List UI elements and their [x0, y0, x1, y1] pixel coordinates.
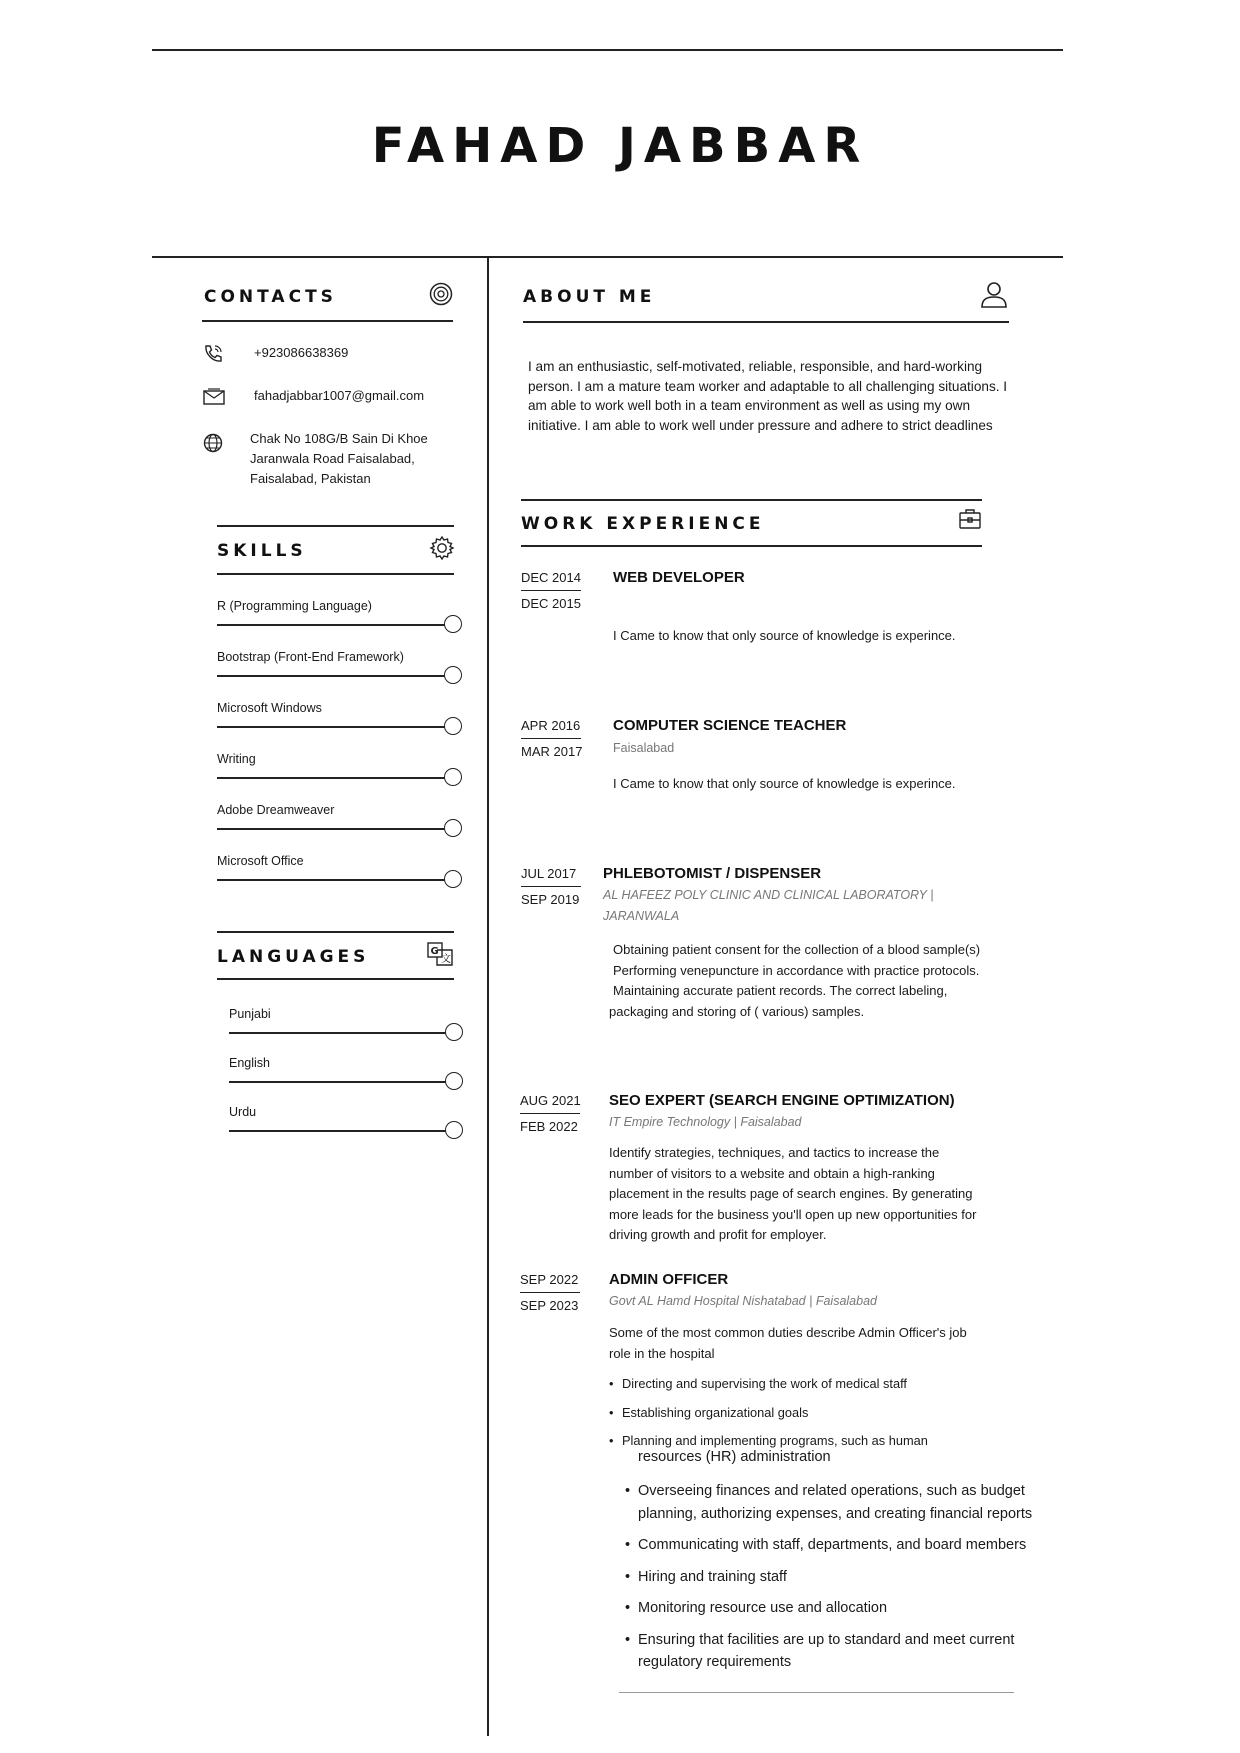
skill-label: Microsoft Office [217, 854, 304, 868]
job-title: WEB DEVELOPER [613, 569, 745, 586]
email-text[interactable]: fahadjabbar1007@gmail.com [254, 388, 425, 403]
job-desc-line: number of visitors to a website and obtain a high-ranking [609, 1165, 935, 1181]
svg-text:G: G [430, 946, 439, 957]
duty-item: • Monitoring resource use and allocation [638, 1597, 1032, 1620]
contacts-rule [202, 320, 453, 322]
duty-item [638, 1480, 1032, 1525]
job-end-date: SEP 2023 [520, 1298, 579, 1313]
job-company-line: JARANWALA [603, 909, 680, 923]
address-line: Chak No 108G/B Sain Di Khoe [250, 431, 428, 446]
work-title: WORK EXPERIENCE [521, 514, 765, 534]
briefcase-icon [958, 508, 982, 530]
user-icon [979, 279, 1009, 309]
skill-label: R (Programming Language) [217, 599, 372, 613]
top-rule [152, 49, 1063, 51]
contacts-title: CONTACTS [204, 287, 337, 307]
languages-top-rule [217, 931, 454, 933]
job-start-date: APR 2016 [521, 718, 581, 733]
job-desc-line: Some of the most common duties describe Admin Officer's job [609, 1325, 967, 1340]
duty-continuation: resources (HR) administration [638, 1449, 831, 1465]
skill-label: Adobe Dreamweaver [217, 803, 335, 817]
language-level-knob [445, 1121, 463, 1139]
job-desc-line: Obtaining patient consent for the collection of a blood sample(s) [613, 942, 981, 957]
duty-line: • Ensuring that facilities are up to standard and meet current [638, 1631, 1015, 1648]
column-divider [487, 256, 489, 1736]
about-line: initiative. I am able to work well under pressure and adhere to strict deadlines [528, 417, 993, 433]
work-rule [521, 545, 982, 547]
job-description: I Came to know that only source of knowledge is experince. [613, 776, 956, 791]
duty-item: • Establishing organizational goals [622, 1399, 928, 1428]
candidate-name: FAHAD JABBAR [371, 118, 869, 174]
gear-icon [429, 535, 455, 561]
phone-icon [202, 343, 224, 365]
at-icon [429, 282, 453, 306]
duties-list-large [638, 1480, 1032, 1674]
job-description [609, 1143, 976, 1246]
job-end-date: MAR 2017 [521, 744, 583, 759]
about-line: I am an enthusiastic, self-motivated, reliable, responsible, and hard-working [528, 359, 983, 374]
skill-level-knob [444, 870, 462, 888]
skill-level-bar [217, 828, 453, 830]
skill-level-bar [217, 726, 453, 728]
globe-icon [202, 431, 224, 455]
date-rule [520, 1113, 580, 1114]
job-end-date: SEP 2019 [521, 892, 580, 907]
job-location: Faisalabad [613, 741, 675, 755]
skill-level-bar [217, 675, 453, 677]
date-rule [521, 886, 581, 887]
job-company-line: AL HAFEEZ POLY CLINIC AND CLINICAL LABORATORY | [603, 888, 934, 902]
job-desc-line: Performing venepuncture in accordance with practice protocols. [613, 962, 980, 978]
skill-level-bar [217, 624, 453, 626]
date-rule [520, 1292, 580, 1293]
job-desc-line: more leads for the business you'll open up new opportunities for [609, 1206, 977, 1222]
duty-item: • Communicating with staff, departments, and board members [638, 1534, 1032, 1557]
skill-level-knob [444, 768, 462, 786]
languages-title: LANGUAGES [217, 947, 370, 967]
job-start-date: SEP 2022 [520, 1272, 579, 1287]
duty-line: regulatory requirements [638, 1654, 792, 1670]
skills-title: SKILLS [217, 541, 307, 561]
about-rule [523, 321, 1009, 323]
skill-level-knob [444, 666, 462, 684]
skill-label: Bootstrap (Front-End Framework) [217, 650, 404, 664]
phone-text: +923086638369 [254, 345, 349, 360]
job-company: Govt AL Hamd Hospital Nishatabad | Faisalabad [609, 1294, 877, 1308]
job-title: ADMIN OFFICER [609, 1271, 729, 1288]
language-level-bar [229, 1032, 454, 1034]
job-end-date: DEC 2015 [521, 596, 581, 611]
skill-level-knob [444, 819, 462, 837]
job-start-date: JUL 2017 [521, 866, 577, 881]
duties-list-small [622, 1370, 928, 1456]
skill-level-bar [217, 879, 453, 881]
job-desc-line: Maintaining accurate patient records. The correct labeling, [613, 983, 948, 998]
skill-level-knob [444, 615, 462, 633]
job-title: COMPUTER SCIENCE TEACHER [613, 717, 847, 734]
date-rule [521, 738, 581, 739]
address-line: Faisalabad, Pakistan [250, 471, 371, 486]
job-end-date: FEB 2022 [520, 1119, 578, 1134]
svg-text:文: 文 [441, 954, 451, 965]
language-level-knob [445, 1072, 463, 1090]
language-level-bar [229, 1081, 454, 1083]
skill-label: Microsoft Windows [217, 701, 322, 715]
job-start-date: DEC 2014 [521, 570, 581, 585]
duty-line: • Overseeing finances and related operations, such as budget [638, 1483, 1025, 1499]
envelope-icon [202, 387, 226, 407]
address-text [250, 429, 428, 489]
job-desc-line: Identify strategies, techniques, and tactics to increase the [609, 1145, 940, 1160]
skills-top-rule [217, 525, 454, 527]
skills-rule [217, 573, 454, 575]
header-rule [152, 256, 1063, 258]
about-text [528, 357, 1028, 435]
skill-level-bar [217, 777, 453, 779]
language-label: English [229, 1056, 270, 1070]
job-company: IT Empire Technology | Faisalabad [609, 1115, 802, 1129]
language-label: Punjabi [229, 1007, 271, 1021]
about-line: person. I am a mature team worker and adaptable to all challenging situations. I [528, 378, 1008, 394]
translate-icon [426, 941, 454, 967]
job-title: PHLEBOTOMIST / DISPENSER [603, 865, 822, 882]
job-company [603, 885, 933, 927]
job-description [609, 1323, 967, 1364]
job-start-date: AUG 2021 [520, 1093, 581, 1108]
duty-item: • Directing and supervising the work of medical staff [622, 1370, 928, 1399]
job-desc-line: packaging and storing of ( various) samples. [609, 1003, 865, 1019]
skill-level-knob [444, 717, 462, 735]
language-level-knob [445, 1023, 463, 1041]
duty-item: • Hiring and training staff [638, 1566, 1032, 1589]
address-line: Jaranwala Road Faisalabad, [250, 451, 415, 466]
languages-rule [217, 978, 454, 980]
about-line: am able to work well both in a team environment as well as using my own [528, 398, 971, 413]
work-top-rule [521, 499, 982, 501]
duty-item: • Planning and implementing programs, such as human [622, 1427, 928, 1456]
about-title: ABOUT ME [523, 287, 656, 307]
job-desc-line: placement in the results page of search engines. By generating [609, 1186, 973, 1201]
date-rule [521, 590, 581, 591]
job-desc-line: role in the hospital [609, 1345, 715, 1361]
job-description: I Came to know that only source of knowledge is experince. [613, 628, 956, 643]
bottom-rule [619, 1692, 1014, 1693]
duty-item [638, 1629, 1032, 1674]
job-description [609, 940, 980, 1022]
job-title: SEO EXPERT (SEARCH ENGINE OPTIMIZATION) [609, 1092, 955, 1109]
language-label: Urdu [229, 1105, 257, 1119]
duty-line: planning, authorizing expenses, and creating financial reports [638, 1505, 1033, 1522]
job-desc-line: driving growth and profit for employer. [609, 1227, 827, 1242]
skill-label: Writing [217, 752, 256, 766]
language-level-bar [229, 1130, 454, 1132]
